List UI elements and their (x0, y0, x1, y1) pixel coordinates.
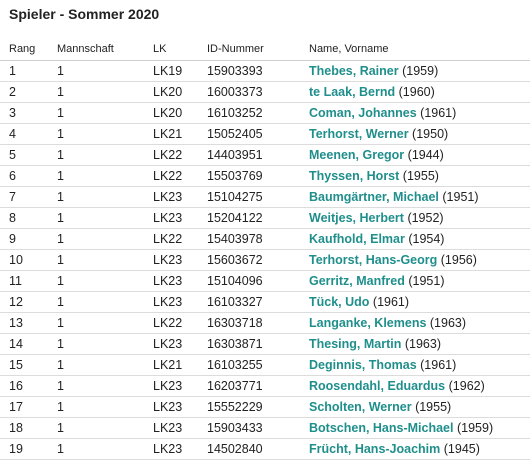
cell-lk: LK22 (153, 229, 207, 250)
birth-year: (1963) (429, 316, 467, 330)
cell-id-nummer: 15603672 (207, 250, 309, 271)
column-header-id-nummer: ID-Nummer (207, 38, 309, 61)
player-name-link[interactable]: Botschen, Hans-Michael (309, 421, 454, 435)
cell-rang: 15 (0, 355, 57, 376)
column-header-lk: LK (153, 38, 207, 61)
cell-rang: 5 (0, 145, 57, 166)
cell-name (309, 124, 530, 145)
cell-rang: 12 (0, 292, 57, 313)
cell-name (309, 376, 530, 397)
birth-year: (1954) (408, 232, 445, 246)
player-name-link[interactable]: Deginnis, Thomas (309, 358, 417, 372)
cell-mannschaft: 1 (57, 355, 153, 376)
cell-lk: LK23 (153, 397, 207, 418)
cell-name (309, 250, 530, 271)
cell-lk: LK20 (153, 82, 207, 103)
player-name-link[interactable]: Langanke, Klemens (309, 316, 427, 330)
cell-rang: 14 (0, 334, 57, 355)
player-name-link[interactable]: Tück, Udo (309, 295, 370, 309)
birth-year: (1961) (372, 295, 410, 309)
table-row (0, 397, 530, 418)
cell-id-nummer: 15503769 (207, 166, 309, 187)
birth-year: (1956) (440, 253, 477, 267)
cell-lk: LK22 (153, 166, 207, 187)
player-name-link[interactable]: Frücht, Hans-Joachim (309, 442, 441, 456)
cell-rang: 16 (0, 376, 57, 397)
player-rows (0, 61, 530, 460)
cell-name (309, 187, 530, 208)
cell-rang: 2 (0, 82, 57, 103)
cell-rang: 8 (0, 208, 57, 229)
cell-mannschaft: 1 (57, 208, 153, 229)
cell-name (309, 292, 530, 313)
cell-lk: LK19 (153, 61, 207, 82)
birth-year: (1950) (412, 127, 449, 141)
cell-mannschaft: 1 (57, 439, 153, 460)
column-header-mannschaft: Mannschaft (57, 38, 153, 61)
birth-year: (1959) (402, 64, 439, 78)
cell-rang: 9 (0, 229, 57, 250)
birth-year: (1962) (448, 379, 485, 393)
cell-mannschaft: 1 (57, 313, 153, 334)
cell-mannschaft: 1 (57, 124, 153, 145)
cell-mannschaft: 1 (57, 250, 153, 271)
table-row (0, 145, 530, 166)
player-name-link[interactable]: te Laak, Bernd (309, 85, 396, 99)
table-row (0, 439, 530, 460)
table-row (0, 61, 530, 82)
cell-lk: LK23 (153, 250, 207, 271)
cell-lk: LK23 (153, 418, 207, 439)
player-name-link[interactable]: Thesing, Martin (309, 337, 402, 351)
player-name-link[interactable]: Terhorst, Hans-Georg (309, 253, 438, 267)
birth-year: (1960) (398, 85, 435, 99)
cell-id-nummer: 15104275 (207, 187, 309, 208)
cell-id-nummer: 14502840 (207, 439, 309, 460)
cell-lk: LK23 (153, 208, 207, 229)
cell-rang: 4 (0, 124, 57, 145)
cell-id-nummer: 15104096 (207, 271, 309, 292)
birth-year: (1951) (442, 190, 479, 204)
table-row (0, 292, 530, 313)
player-name-link[interactable]: Scholten, Werner (309, 400, 412, 414)
birth-year: (1955) (402, 169, 439, 183)
birth-year: (1945) (443, 442, 480, 456)
player-name-link[interactable]: Roosendahl, Eduardus (309, 379, 446, 393)
cell-mannschaft: 1 (57, 229, 153, 250)
cell-id-nummer: 15903393 (207, 61, 309, 82)
birth-year: (1961) (420, 358, 457, 372)
cell-id-nummer: 16103255 (207, 355, 309, 376)
cell-name (309, 145, 530, 166)
cell-lk: LK23 (153, 439, 207, 460)
cell-lk: LK23 (153, 334, 207, 355)
cell-id-nummer: 16303718 (207, 313, 309, 334)
cell-name (309, 397, 530, 418)
table-row (0, 82, 530, 103)
birth-year: (1951) (408, 274, 445, 288)
table-row (0, 124, 530, 145)
player-name-link[interactable]: Baumgärtner, Michael (309, 190, 439, 204)
cell-id-nummer: 15552229 (207, 397, 309, 418)
cell-rang: 18 (0, 418, 57, 439)
players-table (0, 38, 530, 460)
cell-id-nummer: 15052405 (207, 124, 309, 145)
cell-rang: 1 (0, 61, 57, 82)
cell-lk: LK21 (153, 355, 207, 376)
player-name-link[interactable]: Thyssen, Horst (309, 169, 400, 183)
cell-lk: LK22 (153, 145, 207, 166)
cell-mannschaft: 1 (57, 61, 153, 82)
cell-name (309, 313, 530, 334)
cell-lk: LK23 (153, 187, 207, 208)
cell-rang: 10 (0, 250, 57, 271)
cell-name (309, 61, 530, 82)
cell-mannschaft: 1 (57, 292, 153, 313)
cell-id-nummer: 15204122 (207, 208, 309, 229)
cell-rang: 11 (0, 271, 57, 292)
player-name-link[interactable]: Weitjes, Herbert (309, 211, 404, 225)
table-row (0, 166, 530, 187)
cell-name (309, 229, 530, 250)
cell-name (309, 166, 530, 187)
cell-rang: 6 (0, 166, 57, 187)
cell-mannschaft: 1 (57, 187, 153, 208)
cell-rang: 3 (0, 103, 57, 124)
cell-id-nummer: 14403951 (207, 145, 309, 166)
cell-name (309, 355, 530, 376)
birth-year: (1963) (404, 337, 441, 351)
column-header-rang: Rang (0, 38, 57, 61)
cell-rang: 17 (0, 397, 57, 418)
cell-mannschaft: 1 (57, 166, 153, 187)
cell-mannschaft: 1 (57, 334, 153, 355)
player-name-link[interactable]: Gerritz, Manfred (309, 274, 405, 288)
player-name-link[interactable]: Coman, Johannes (309, 106, 417, 120)
table-row (0, 418, 530, 439)
table-row (0, 103, 530, 124)
cell-name (309, 208, 530, 229)
cell-rang: 19 (0, 439, 57, 460)
cell-lk: LK23 (153, 271, 207, 292)
table-row (0, 229, 530, 250)
cell-id-nummer: 16303871 (207, 334, 309, 355)
cell-lk: LK23 (153, 292, 207, 313)
player-name-link[interactable]: Meenen, Gregor (309, 148, 405, 162)
cell-mannschaft: 1 (57, 397, 153, 418)
cell-name (309, 334, 530, 355)
page-title: Spieler - Sommer 2020 (9, 6, 160, 22)
birth-year: (1959) (456, 421, 494, 435)
cell-id-nummer: 16103252 (207, 103, 309, 124)
cell-rang: 7 (0, 187, 57, 208)
table-row (0, 376, 530, 397)
cell-mannschaft: 1 (57, 145, 153, 166)
cell-mannschaft: 1 (57, 376, 153, 397)
cell-lk: LK21 (153, 124, 207, 145)
column-header-name: Name, Vorname (309, 38, 530, 61)
table-row (0, 271, 530, 292)
table-row (0, 250, 530, 271)
cell-name (309, 439, 530, 460)
cell-id-nummer: 16003373 (207, 82, 309, 103)
player-name-link[interactable]: Kaufhold, Elmar (309, 232, 405, 246)
cell-name (309, 103, 530, 124)
table-row (0, 313, 530, 334)
birth-year: (1944) (407, 148, 444, 162)
cell-lk: LK22 (153, 313, 207, 334)
table-row (0, 334, 530, 355)
cell-id-nummer: 15403978 (207, 229, 309, 250)
cell-rang: 13 (0, 313, 57, 334)
birth-year: (1961) (420, 106, 457, 120)
birth-year: (1952) (407, 211, 444, 225)
cell-name (309, 418, 530, 439)
cell-id-nummer: 16203771 (207, 376, 309, 397)
birth-year: (1955) (415, 400, 452, 414)
cell-lk: LK20 (153, 103, 207, 124)
table-row (0, 187, 530, 208)
cell-mannschaft: 1 (57, 82, 153, 103)
player-name-link[interactable]: Terhorst, Werner (309, 127, 409, 141)
table-row (0, 208, 530, 229)
cell-mannschaft: 1 (57, 271, 153, 292)
cell-name (309, 271, 530, 292)
cell-lk: LK23 (153, 376, 207, 397)
cell-name (309, 82, 530, 103)
cell-mannschaft: 1 (57, 103, 153, 124)
cell-id-nummer: 15903433 (207, 418, 309, 439)
table-row (0, 355, 530, 376)
cell-id-nummer: 16103327 (207, 292, 309, 313)
cell-mannschaft: 1 (57, 418, 153, 439)
table-header-row (0, 38, 530, 61)
player-name-link[interactable]: Thebes, Rainer (309, 64, 399, 78)
